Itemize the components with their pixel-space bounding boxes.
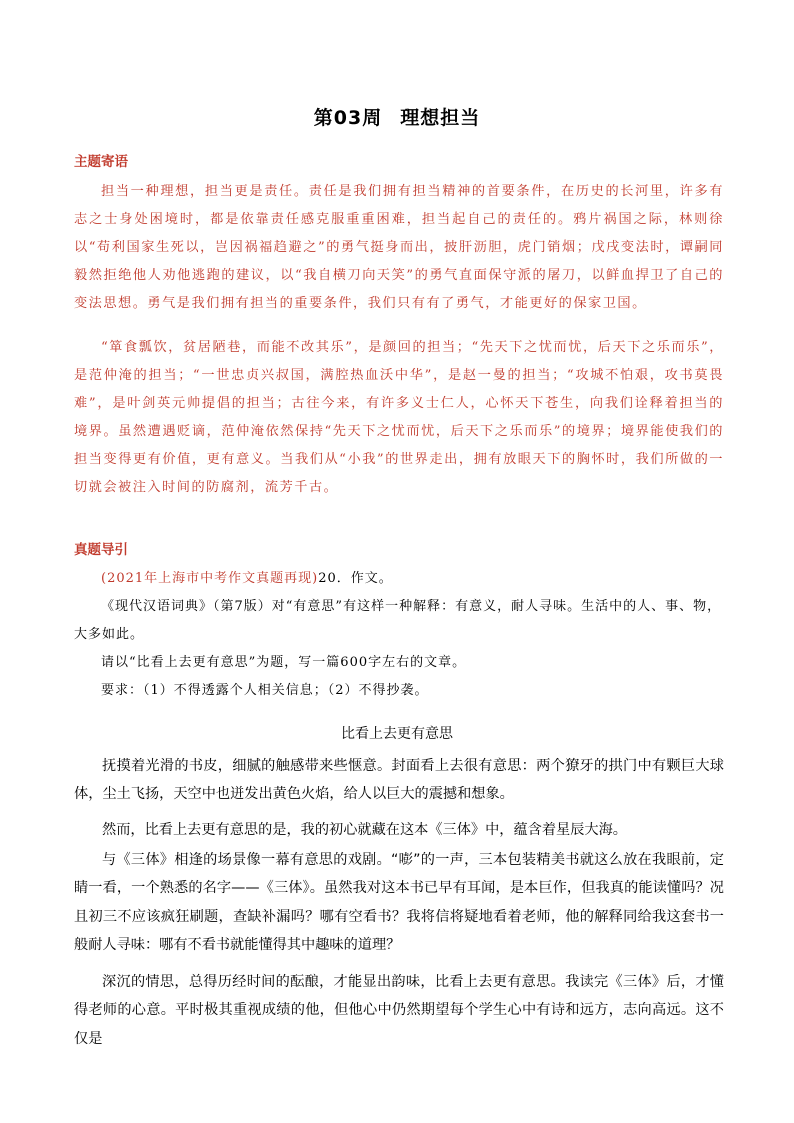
- essay-title: 比看上去更有意思: [341, 726, 453, 742]
- question-number: 20．作文。: [318, 571, 393, 586]
- exam-source: (2021年上海市中考作文真题再现): [101, 571, 319, 586]
- essay-paragraph-1: 抚摸着光滑的书皮，细腻的触感带来些惬意。封面看上去很有意思：两个獠牙的拱门中有颗巨大球体，尘土飞扬，天空中也迸发出黄色火焰，给人以巨大的震撼和想象。: [74, 758, 724, 803]
- essay-paragraph-3: 与《三体》相逢的场景像一幕有意思的戏剧。“嘭”的一声，三本包装精美书就这么放在我眼前，定睛一看，一个熟悉的名字——《三体》。虽然我对这本书已早有耳闻，是本巨作，但我真的能读懂吗？况且初三不应该疯狂刷题，查缺补漏吗？哪有空看书？我将信将疑地看着老师，他的解释同给我这套书一般耐人寻味：哪有不看书就能懂得其中趣味的道理？: [74, 852, 724, 953]
- guide-heading: 真题导引: [74, 542, 128, 558]
- essay-paragraph-2: 然而，比看上去更有意思的是，我的初心就藏在这本《三体》中，蕴含着星辰大海。: [102, 822, 627, 838]
- page-title: [0, 103, 794, 130]
- theme-paragraph-2: “箪食瓢饮，贫居陋巷，而能不改其乐”，是颜回的担当；“先天下之忧而忧，后天下之乐而乐”，是范仲淹的担当；“一世忠贞兴叔国，满腔热血沃中华”，是赵一曼的担当；“攻城不怕艰，攻书莫畏难”，是叶剑英元帅提倡的担当；古往今来，有许多义士仁人，心怀天下苍生，向我们诠释着担当的境界。虽然遭遇贬谪，范仲淹依然保持“先天下之忧而忧，后天下之乐而乐”的境界；境界能使我们的担当变得更有价值，更有意义。当我们从“小我”的世界走出，拥有放眼天下的胸怀时，我们所做的一切就会被注入时间的防腐剂，流芳千古。: [74, 340, 724, 495]
- guide-requirements: 要求：（1）不得透露个人相关信息；（2）不得抄袭。: [101, 683, 429, 698]
- theme-heading: 主题寄语: [74, 154, 128, 170]
- guide-instruction: 请以“比看上去更有意思”为题，写一篇600字左右的文章。: [101, 655, 467, 670]
- week-label: 第03周: [313, 107, 383, 129]
- guide-prompt-source: [74, 565, 724, 593]
- theme-paragraph-1: 担当一种理想，担当更是责任。责任是我们拥有担当精神的首要条件，在历史的长河里，许多有志之士身处困境时，都是依靠责任感克服重重困难，担当起自己的责任的。鸦片祸国之际，林则徐以“苟利国家生死以，岂因祸福趋避之”的勇气挺身而出，披肝沥胆，虎门销烟；戊戌变法时，谭嗣同毅然拒绝他人劝他逃跑的建议，以“我自横刀向天笑”的勇气直面保守派的屠刀，以鲜血捍卫了自己的变法思想。勇气是我们拥有担当的重要条件，我们只有有了勇气，才能更好的保家卫国。: [74, 184, 724, 311]
- topic-label: 理想担当: [400, 107, 481, 129]
- essay-paragraph-4: 深沉的情思，总得历经时间的酝酿，才能显出韵味，比看上去更有意思。我读完《三体》后，才懂得老师的心意。平时极其重视成绩的他，但他心中仍然期望每个学生心中有诗和远方，志向高远。这不仅是: [74, 974, 724, 1047]
- guide-definition: 《现代汉语词典》（第7版）对“有意思”有这样一种解释：有意义，耐人寻味。生活中的人、事、物，大多如此。: [74, 599, 722, 642]
